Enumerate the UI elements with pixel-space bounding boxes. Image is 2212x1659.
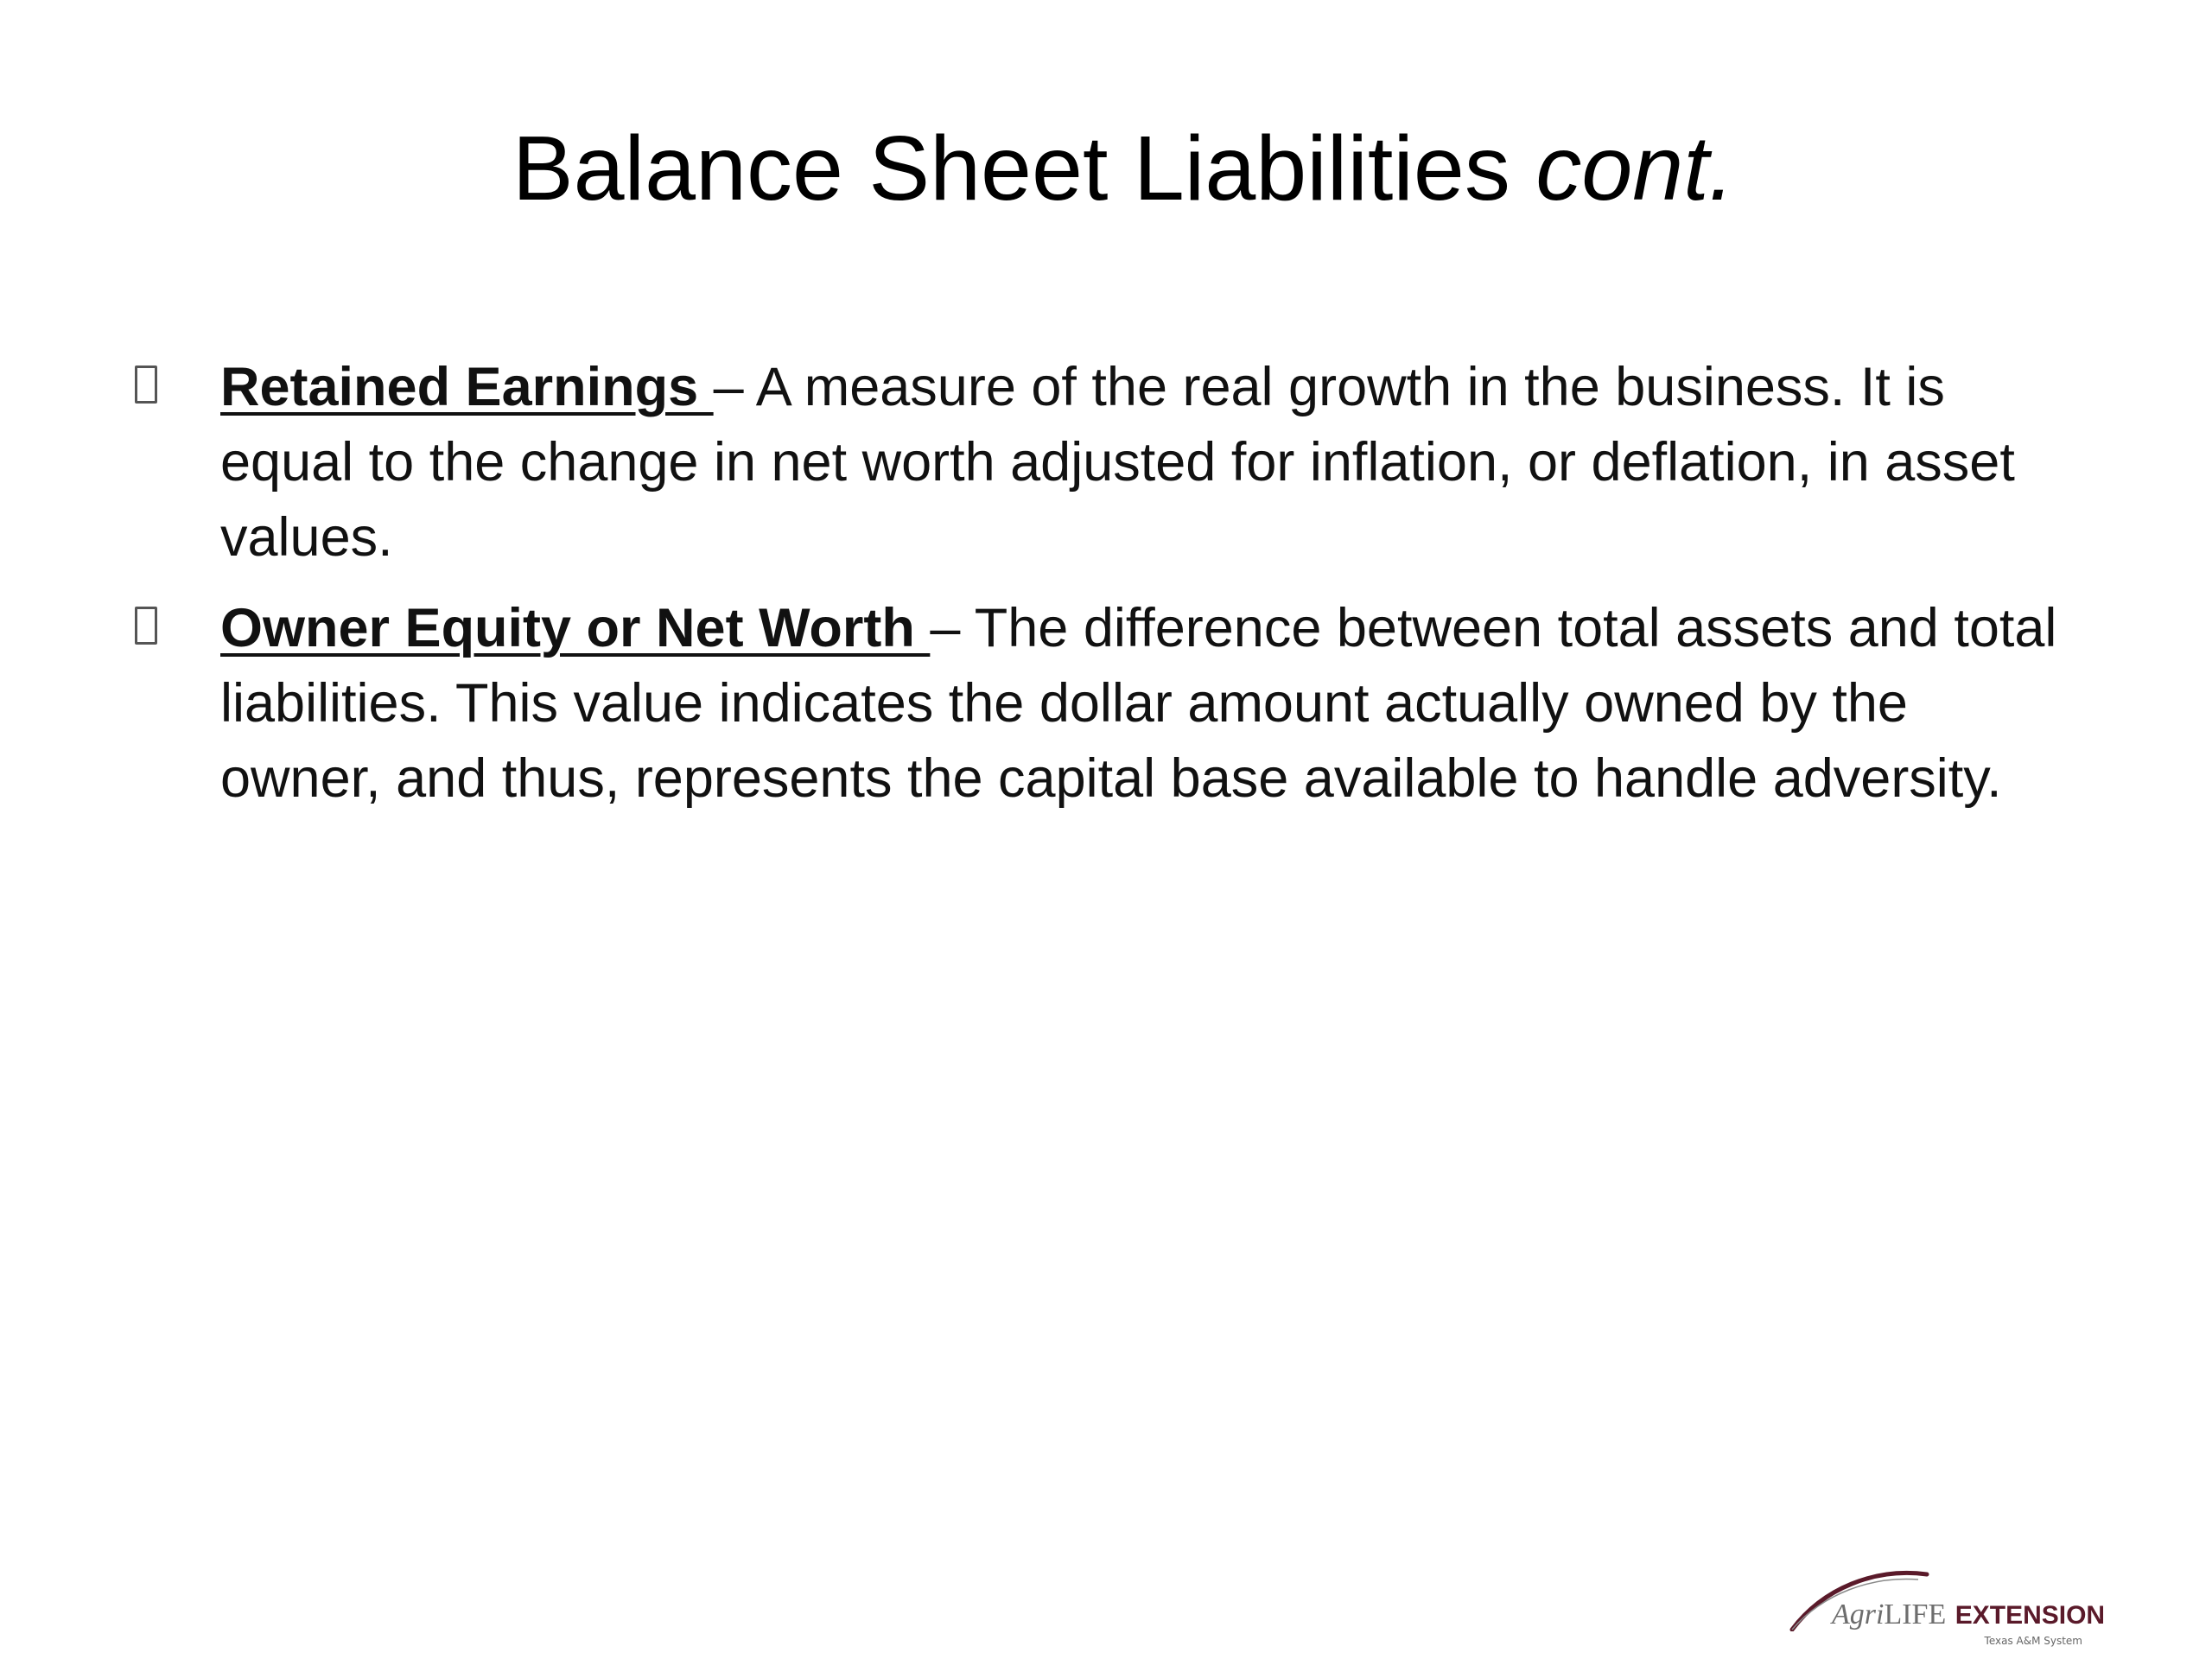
bullet-box-icon bbox=[135, 365, 157, 404]
logo-agri: Agri bbox=[1832, 1599, 1885, 1630]
agrilife-extension-logo bbox=[1789, 1562, 2106, 1649]
logo-extension: EXTENSION bbox=[1955, 1601, 2106, 1630]
bullet-box-icon bbox=[135, 607, 157, 645]
slide-title-main: Balance Sheet Liabilities bbox=[512, 118, 1536, 219]
logo-wordmark bbox=[1832, 1597, 2105, 1633]
bullet-item-retained-earnings bbox=[130, 350, 2082, 575]
slide-title bbox=[0, 112, 2212, 225]
bullet-text: – A measure of the real growth in the business. It is equal to the change in net worth adjusted for inflation, or deflation, in asset values. bbox=[220, 357, 2015, 568]
logo-life: LIFE bbox=[1884, 1599, 1954, 1630]
bullet-list bbox=[130, 350, 2082, 832]
slide-title-italic: cont. bbox=[1535, 118, 1735, 219]
logo-subtitle: Texas A&M System bbox=[1984, 1635, 2082, 1647]
bullet-item-owner-equity bbox=[130, 591, 2082, 817]
bullet-term: Retained Earnings bbox=[220, 357, 714, 417]
bullet-text: – The difference between total assets and total liabilities. This value indicates the dollar amount actually owned by the owner, and thus, represents the capital base available to handle adversity. bbox=[220, 598, 2057, 809]
bullet-term: Owner Equity or Net Worth bbox=[220, 598, 931, 658]
